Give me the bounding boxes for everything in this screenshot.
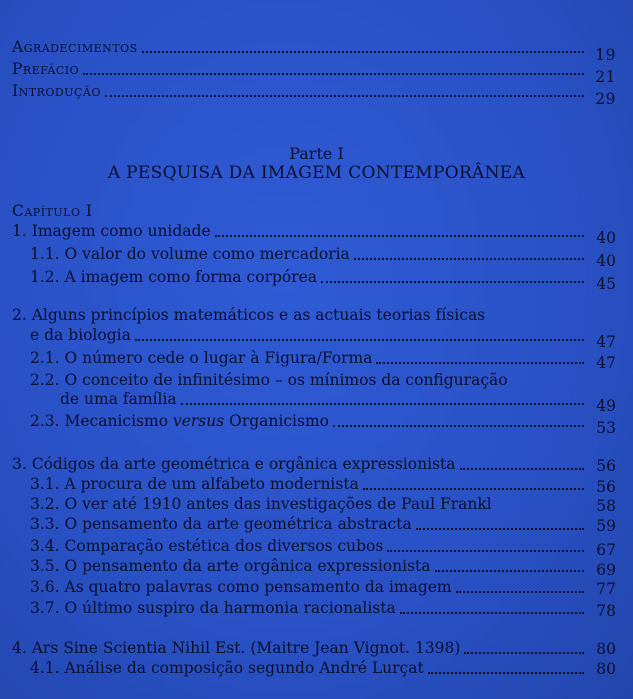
toc-entry-label: 2.1. O número cede o lugar à Figura/Forma (30, 349, 373, 367)
toc-entry[interactable] (30, 268, 616, 293)
toc-entry-label: Agradecimentos (12, 38, 138, 56)
toc-entry-label: 1.1. O valor do volume como mercadoria (30, 245, 350, 263)
toc-page-number: 19 (595, 46, 616, 64)
leader-dots (376, 350, 584, 364)
toc-entry-label: 3. Códigos da arte geométrica e orgânica expressionista (12, 455, 456, 473)
toc-page-number: 78 (596, 602, 616, 620)
toc-entry-label: 3.1. A procura de um alfabeto modernista (30, 475, 359, 493)
toc-page-number: 80 (596, 660, 616, 678)
toc-entry[interactable] (30, 578, 616, 596)
toc-page-number: 77 (596, 580, 616, 598)
toc-entry-first-line: 2.2. O conceito de infinitésimo – os mínimos da configuração (30, 371, 508, 389)
toc-page-number: 40 (596, 252, 616, 270)
toc-entry-label: 1.2. A imagem como forma corpórea (30, 268, 318, 286)
toc-entry-label: 3.3. O pensamento da arte geométrica abstracta (30, 515, 412, 533)
toc-entry-label: e da biologia (30, 326, 131, 344)
toc-entry[interactable] (30, 475, 616, 496)
toc-entry-label: 4.1. Análise da composição segundo André Lurçat (30, 659, 424, 677)
toc-entry-label: 3.2. O ver até 1910 antes das investigações de Paul Frankl (30, 495, 492, 513)
toc-page-number: 58 (596, 497, 616, 515)
toc-entry-prefacio[interactable] (12, 60, 616, 86)
toc-entry[interactable] (30, 495, 616, 513)
leader-dots (321, 269, 584, 283)
toc-page-number: 45 (596, 275, 616, 293)
leader-dots (354, 246, 584, 260)
toc-entry[interactable] (30, 659, 616, 677)
toc-entry-label: 3.7. O último suspiro da harmonia racionalista (30, 599, 396, 617)
toc-page-number: 47 (596, 354, 616, 372)
leader-dots (181, 391, 584, 405)
toc-entry-label-italic: versus (172, 412, 225, 430)
leader-dots (215, 223, 584, 237)
part-title: A PESQUISA DA IMAGEM CONTEMPORÂNEA (107, 163, 526, 183)
toc-entry-label-part: 2.3. Mecanicismo (30, 412, 173, 430)
toc-entry[interactable] (30, 557, 616, 579)
toc-page-number: 40 (596, 229, 616, 247)
leader-dots (400, 600, 584, 614)
toc-entry[interactable] (30, 515, 616, 533)
leader-dots (428, 660, 584, 674)
toc-page-number: 29 (595, 90, 616, 108)
leader-dots (135, 327, 584, 341)
leader-dots (105, 83, 584, 97)
toc-entry[interactable] (30, 245, 616, 270)
toc-entry[interactable] (30, 599, 616, 620)
toc-entry[interactable] (30, 349, 616, 372)
toc-entry-label: 1. Imagem como unidade (12, 222, 211, 240)
toc-page-number: 56 (596, 457, 616, 475)
toc-entry-label: 3.4. Comparação estética dos diversos cubos (30, 537, 384, 555)
toc-entry-agradecimentos[interactable] (12, 38, 616, 64)
toc-page-number: 69 (596, 561, 616, 579)
toc-entry[interactable] (30, 326, 616, 351)
toc-entry-label: 3.5. O pensamento da arte orgânica expressionista (30, 557, 431, 575)
leader-dots (363, 476, 584, 490)
leader-dots (333, 413, 584, 427)
leader-dots (416, 516, 584, 530)
toc-entry-label: de uma família (60, 390, 177, 408)
toc-entry[interactable] (12, 639, 616, 657)
leader-dots (435, 558, 585, 572)
toc-entry[interactable] (12, 455, 616, 473)
toc-entry-label (30, 412, 329, 430)
toc-page-number: 67 (596, 541, 616, 559)
leader-dots (387, 538, 584, 552)
toc-entry-label: 3.6. As quatro palavras como pensamento da imagem (30, 578, 452, 596)
leader-dots (142, 39, 584, 53)
toc-page-number: 49 (596, 397, 616, 415)
toc-entry-label: Introdução (12, 82, 101, 100)
leader-dots (456, 579, 584, 593)
leader-dots (460, 456, 584, 470)
toc-entry[interactable] (30, 412, 616, 437)
toc-entry-label: 4. Ars Sine Scientia Nihil Est. (Maitre Jean Vignot. 1398) (12, 639, 461, 657)
chapter-heading: Capítulo I (12, 202, 93, 220)
toc-page-number: 53 (596, 419, 616, 437)
toc-entry-introducao[interactable] (12, 82, 616, 108)
toc-entry[interactable] (60, 390, 616, 415)
toc-page-number: 56 (596, 478, 616, 496)
toc-entry[interactable] (12, 222, 616, 247)
toc-page-number: 80 (596, 640, 616, 658)
toc-page-number: 59 (596, 517, 616, 535)
toc-page-number: 21 (595, 68, 616, 86)
toc-entry-first-line: 2. Alguns princípios matemáticos e as actuais teorias físicas (12, 306, 486, 324)
part-number: Parte I (289, 144, 344, 163)
toc-entry[interactable] (30, 537, 616, 559)
toc-page-number: 47 (596, 333, 616, 351)
toc-entry-label: Prefácio (12, 60, 80, 78)
toc-entry-label-part: Organicismo (224, 412, 329, 430)
leader-dots (464, 640, 584, 654)
leader-dots (83, 61, 584, 75)
